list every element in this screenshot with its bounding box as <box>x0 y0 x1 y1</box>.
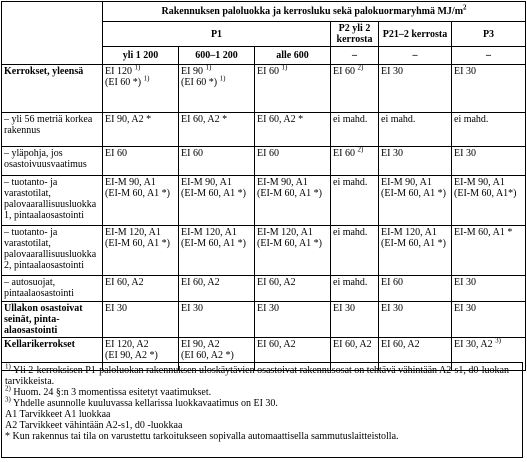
cell-text: EI-M 120, A1 <box>181 227 237 238</box>
cell-text: EI 90, A2 * <box>105 114 152 125</box>
cell-line <box>257 339 328 350</box>
table-cell <box>379 276 452 302</box>
table-body <box>2 65 526 371</box>
table-cell <box>379 176 452 226</box>
row-label: – autosuojat, pintaalaosastointi <box>2 276 103 302</box>
cell-line <box>333 114 376 125</box>
header-p2: P2 yli 2 kerrosta <box>331 22 379 47</box>
footnote <box>5 420 519 431</box>
cell-text: EI 30 <box>257 303 279 314</box>
cell-text: EI 60, A2 * <box>257 114 304 125</box>
footnotes <box>1 362 523 458</box>
cell-text: EI 60, A2 <box>181 277 220 288</box>
cell-line <box>333 303 376 314</box>
cell-line <box>333 145 376 159</box>
cell-text: EI 60 <box>333 148 355 159</box>
cell-line <box>181 114 252 125</box>
cell-text: ei mahd. <box>454 114 489 125</box>
cell-line <box>181 74 252 88</box>
header-p1: P1 <box>103 22 331 47</box>
row-label: – tuotanto- ja varastotilat, palovaarallisuusluokka 1, pintaalaosastointi <box>2 176 103 226</box>
cell-footnote-ref: 1) <box>143 74 150 83</box>
cell-line <box>105 114 176 125</box>
table-cell <box>331 276 379 302</box>
cell-footnote-ref: 1) <box>219 74 226 83</box>
cell-line <box>454 177 523 188</box>
table-row <box>2 176 526 226</box>
table-cell <box>379 113 452 147</box>
table-cell <box>255 113 331 147</box>
table-cell <box>103 226 179 276</box>
cell-text: EI 30 <box>381 303 403 314</box>
cell-line <box>181 63 252 77</box>
table-cell <box>331 113 379 147</box>
footnote-marker: 1) <box>5 362 11 371</box>
cell-line <box>105 148 176 159</box>
cell-text: EI 60, A2 <box>333 339 372 350</box>
cell-line <box>454 66 523 77</box>
cell-line <box>181 227 252 238</box>
cell-line <box>381 339 449 350</box>
table-row <box>2 276 526 302</box>
table-cell <box>331 147 379 176</box>
cell-line <box>381 238 449 249</box>
cell-line <box>181 303 252 314</box>
table-cell <box>452 226 526 276</box>
row-label-header <box>2 2 103 65</box>
table-cell <box>255 176 331 226</box>
cell-footnote-ref: 1) <box>134 63 141 72</box>
subheader-cell: – <box>379 47 452 65</box>
footnote <box>5 395 519 409</box>
cell-text: ei mahd. <box>333 277 368 288</box>
footnote <box>5 362 519 387</box>
cell-text: ei mahd. <box>381 114 416 125</box>
cell-text: EI 60, A2 <box>257 339 296 350</box>
cell-line <box>257 303 328 314</box>
cell-text: ei mahd. <box>333 114 368 125</box>
table-cell <box>255 147 331 176</box>
cell-text: EI 60, A2 * <box>181 114 228 125</box>
cell-text: EI 120, A2 <box>105 339 149 350</box>
cell-line <box>257 114 328 125</box>
cell-line <box>105 227 176 238</box>
row-label: Kerrokset, yleensä <box>2 65 103 113</box>
cell-footnote-ref: 2) <box>357 145 364 154</box>
subheader-cell: – <box>331 47 379 65</box>
cell-text: EI 60 <box>381 277 403 288</box>
subheader-cell: 600–1 200 <box>179 47 255 65</box>
table-cell <box>255 276 331 302</box>
cell-line <box>181 188 252 199</box>
cell-text: (EI-M 60, A1 *) <box>181 188 246 199</box>
table-cell <box>103 302 179 338</box>
cell-line <box>181 177 252 188</box>
footnote-text: Huom. 24 §:n 3 momentissa esitetyt vaatimukset. <box>13 387 212 398</box>
cell-text: EI 60, A2 <box>381 339 420 350</box>
cell-line <box>381 303 449 314</box>
cell-text: (EI 60 *) <box>181 77 218 88</box>
table-cell <box>179 276 255 302</box>
cell-text: EI 60 <box>333 66 355 77</box>
table-cell <box>103 65 179 113</box>
subheader-cell: alle 600 <box>255 47 331 65</box>
footnote-text: Yli 2-kerroksisen P1-paloluokan rakennuksen uloskäytävien osastoivat rakennusosat on tehtävä vähintään A2-s1, d0-luokan tarvikkeista. <box>5 365 509 387</box>
cell-text: EI-M 90, A1 <box>257 177 308 188</box>
table-row <box>2 302 526 338</box>
cell-text: EI 30 <box>454 303 476 314</box>
footnote-marker: 2) <box>5 384 11 393</box>
cell-line <box>181 339 252 350</box>
table-cell <box>331 65 379 113</box>
cell-line <box>333 63 376 77</box>
cell-text: (EI-M 60, A1 *) <box>381 238 446 249</box>
cell-line <box>257 227 328 238</box>
cell-line <box>454 148 523 159</box>
cell-text: EI-M 90, A1 <box>454 177 505 188</box>
cell-text: (EI-M 60, A1 *) <box>257 238 322 249</box>
table-title-text: Rakennuksen paloluokka ja kerrosluku sekä palokuormaryhmä MJ/m <box>161 6 464 17</box>
table-cell <box>379 226 452 276</box>
header-p3: P3 <box>452 22 526 47</box>
table-cell <box>452 302 526 338</box>
cell-footnote-ref: 3) <box>495 336 501 345</box>
cell-text: (EI 60, A2 *) <box>181 350 234 361</box>
cell-line <box>333 177 376 188</box>
cell-line <box>181 277 252 288</box>
footnote-text: A1 Tarvikkeet A1 luokkaa <box>5 409 111 420</box>
table-row <box>2 147 526 176</box>
cell-text: EI-M 120, A1 <box>105 227 161 238</box>
cell-text: EI 60, A2 <box>257 277 296 288</box>
table-cell <box>255 302 331 338</box>
cell-line <box>454 336 523 350</box>
footnote-text: A2 Tarvikkeet vähintään A2-s1, d0 -luokkaa <box>5 420 183 431</box>
table-cell <box>452 176 526 226</box>
cell-line <box>105 339 176 350</box>
cell-line <box>105 74 176 88</box>
cell-text: EI 60 <box>181 148 203 159</box>
cell-line <box>257 148 328 159</box>
table-cell <box>379 147 452 176</box>
cell-line <box>181 350 252 361</box>
cell-line <box>105 238 176 249</box>
table-row <box>2 113 526 147</box>
table-row <box>2 65 526 113</box>
cell-line <box>105 350 176 361</box>
cell-line <box>454 227 523 238</box>
cell-line <box>105 277 176 288</box>
cell-footnote-ref: 1) <box>281 63 288 72</box>
row-label: – tuotanto- ja varastotilat, palovaarallisuusluokka 2, pintaalaosastointi <box>2 226 103 276</box>
cell-footnote-ref: 1) <box>205 63 212 72</box>
cell-line <box>381 188 449 199</box>
cell-text: (EI-M 60, A1 *) <box>105 238 170 249</box>
cell-text: (EI-M 60, A1 *) <box>381 188 446 199</box>
cell-line <box>257 188 328 199</box>
cell-text: (EI 90, A2 *) <box>105 350 158 361</box>
cell-text: EI-M 90, A1 <box>181 177 232 188</box>
cell-text: (EI-M 60, A1*) <box>454 188 517 199</box>
cell-line <box>381 148 449 159</box>
cell-line <box>181 148 252 159</box>
table-cell <box>452 276 526 302</box>
footnote <box>5 384 519 398</box>
cell-line <box>333 339 376 350</box>
table-cell <box>331 176 379 226</box>
cell-text: (EI 60 *) <box>105 77 142 88</box>
cell-text: EI-M 90, A1 <box>105 177 156 188</box>
footnote-text: Yhdelle asunnolle kuuluvassa kellarissa luokkavaatimus on EI 30. <box>12 398 278 409</box>
table-row <box>2 226 526 276</box>
cell-text: EI 90 <box>181 66 203 77</box>
cell-line <box>454 303 523 314</box>
cell-text: EI-M 120, A1 <box>381 227 437 238</box>
footnote-marker: 3) <box>5 395 11 404</box>
table-cell <box>379 302 452 338</box>
subheader-cell: yli 1 200 <box>103 47 179 65</box>
table-cell <box>103 176 179 226</box>
cell-text: (EI-M 60, A1 *) <box>257 188 322 199</box>
cell-text: EI 30 <box>454 148 476 159</box>
footnote-text: * Kun rakennus tai tila on varustettu tarkoitukseen sopivalla automaattisella sammutuslaitteistolla. <box>5 431 399 442</box>
table-cell <box>331 302 379 338</box>
cell-text: (EI-M 60, A1 *) <box>105 188 170 199</box>
cell-text: EI 30 <box>381 66 403 77</box>
table-title <box>103 2 526 22</box>
cell-text: EI 60, A2 <box>105 277 144 288</box>
table-cell <box>255 65 331 113</box>
cell-text: EI 120 <box>105 66 132 77</box>
cell-line <box>381 66 449 77</box>
cell-text: ei mahd. <box>333 227 368 238</box>
cell-text: EI 60 <box>257 148 279 159</box>
cell-line <box>257 177 328 188</box>
fire-class-table-document <box>1 1 525 371</box>
subheader-cell: – <box>452 47 526 65</box>
cell-line <box>381 227 449 238</box>
table-cell <box>179 176 255 226</box>
cell-text: EI-M 60, A1 * <box>454 227 513 238</box>
cell-text: EI 30 <box>454 66 476 77</box>
cell-text: EI 30, A2 <box>454 339 493 350</box>
cell-line <box>105 188 176 199</box>
table-cell <box>452 147 526 176</box>
cell-line <box>333 227 376 238</box>
cell-text: EI 90, A2 <box>181 339 220 350</box>
row-label: Ullakon osastoivat seinät, pinta-alaosastointi <box>2 302 103 338</box>
table-cell <box>452 113 526 147</box>
table-cell <box>452 65 526 113</box>
cell-text: (EI-M 60, A1 *) <box>181 238 246 249</box>
cell-text: EI 30 <box>181 303 203 314</box>
table-cell <box>179 302 255 338</box>
table-cell <box>255 226 331 276</box>
table-cell <box>103 276 179 302</box>
cell-line <box>454 277 523 288</box>
cell-line <box>381 277 449 288</box>
cell-text: EI-M 120, A1 <box>257 227 313 238</box>
cell-line <box>105 177 176 188</box>
cell-line <box>181 238 252 249</box>
footnote <box>5 409 519 420</box>
table-cell <box>103 113 179 147</box>
cell-line <box>381 177 449 188</box>
row-label: – yli 56 metriä korkea rakennus <box>2 113 103 147</box>
cell-text: EI-M 90, A1 <box>381 177 432 188</box>
table-cell <box>179 147 255 176</box>
table-cell <box>179 113 255 147</box>
cell-line <box>454 188 523 199</box>
cell-line <box>454 114 523 125</box>
cell-text: EI 30 <box>381 148 403 159</box>
footnote <box>5 431 519 442</box>
cell-text: ei mahd. <box>333 177 368 188</box>
row-label: – yläpohja, jos osastoivuusvaatimus <box>2 147 103 176</box>
cell-text: EI 30 <box>333 303 355 314</box>
table-title-sup: 2 <box>463 3 467 12</box>
cell-line <box>257 63 328 77</box>
cell-line <box>105 63 176 77</box>
cell-line <box>381 114 449 125</box>
table-cell <box>379 65 452 113</box>
cell-footnote-ref: 2) <box>357 63 364 72</box>
header-p21-2: P21–2 kerrosta <box>379 22 452 47</box>
table-cell <box>179 226 255 276</box>
cell-text: EI 30 <box>105 303 127 314</box>
row-label: Kellarikerrokset <box>2 338 103 371</box>
cell-text: EI 30 <box>454 277 476 288</box>
fire-class-table <box>1 1 526 371</box>
cell-line <box>105 303 176 314</box>
cell-line <box>333 277 376 288</box>
table-cell <box>179 65 255 113</box>
table-cell <box>331 226 379 276</box>
table-cell <box>103 147 179 176</box>
cell-text: EI 60 <box>105 148 127 159</box>
cell-text: EI 60 <box>257 66 279 77</box>
cell-line <box>257 277 328 288</box>
cell-line <box>257 238 328 249</box>
